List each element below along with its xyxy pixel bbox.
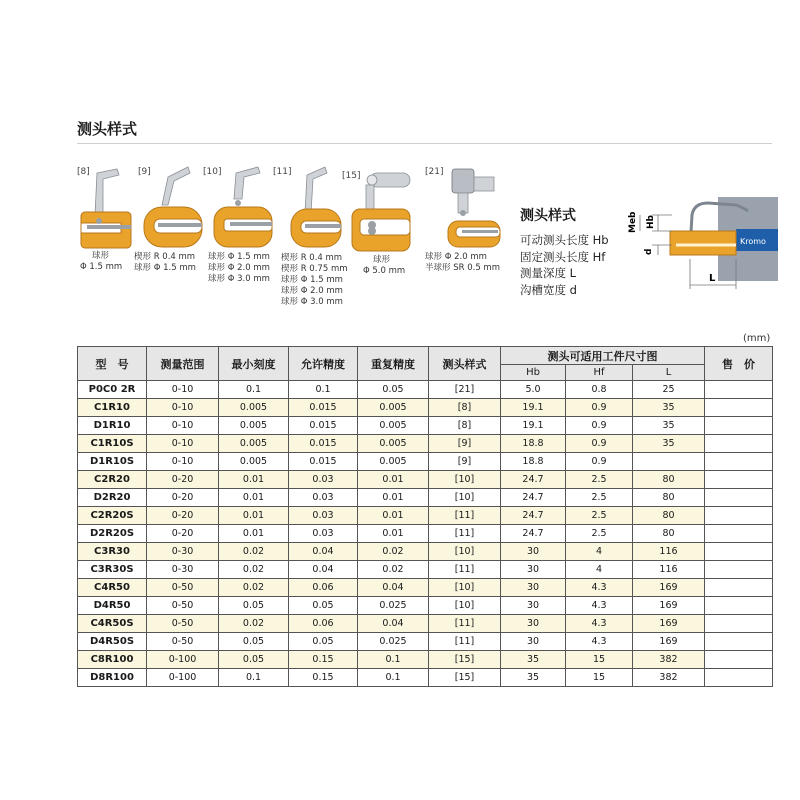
hb-cell: 18.8 xyxy=(501,435,566,453)
price-cell xyxy=(705,615,773,633)
probe-caption: Φ 5.0 mm xyxy=(363,266,406,276)
repeatability-cell: 0.025 xyxy=(358,633,429,651)
price-cell xyxy=(705,525,773,543)
table-row xyxy=(78,597,773,615)
table-row xyxy=(78,525,773,543)
accuracy-cell: 0.05 xyxy=(289,633,358,651)
repeatability-cell: 0.01 xyxy=(358,471,429,489)
accuracy-cell: 0.04 xyxy=(289,561,358,579)
range-cell: 0-10 xyxy=(147,381,219,399)
legend-title: 测头样式 xyxy=(520,208,576,224)
min-scale-cell: 0.02 xyxy=(219,543,289,561)
probe-caption: 球形 xyxy=(92,251,110,261)
probe-caption: 球形 Φ 1.5 mm xyxy=(281,275,343,285)
price-cell xyxy=(705,579,773,597)
model-cell: P0C0 2R xyxy=(78,381,147,399)
section-title: 测头样式 xyxy=(77,120,138,138)
price-cell xyxy=(705,561,773,579)
min-scale-cell: 0.05 xyxy=(219,651,289,669)
probe-caption: 半球形 SR 0.5 mm xyxy=(425,263,500,273)
range-cell: 0-10 xyxy=(147,417,219,435)
accuracy-cell: 0.015 xyxy=(289,435,358,453)
accuracy-cell: 0.1 xyxy=(289,381,358,399)
price-cell xyxy=(705,669,773,687)
hb-cell: 19.1 xyxy=(501,417,566,435)
l-cell: 80 xyxy=(633,489,705,507)
accuracy-cell: 0.03 xyxy=(289,471,358,489)
probe-style-cell: [21] xyxy=(429,381,501,399)
model-cell: C3R30 xyxy=(78,543,147,561)
accuracy-cell: 0.06 xyxy=(289,615,358,633)
l-cell: 35 xyxy=(633,435,705,453)
unit-label: (mm) xyxy=(743,333,771,344)
probe-number: [21] xyxy=(425,167,444,177)
ball-probe-icon xyxy=(75,165,135,250)
hf-cell: 2.5 xyxy=(566,507,633,525)
hb-cell: 24.7 xyxy=(501,507,566,525)
accuracy-cell: 0.15 xyxy=(289,651,358,669)
header-range: 测量范围 xyxy=(147,347,219,381)
hb-cell: 30 xyxy=(501,633,566,651)
header-min-scale: 最小刻度 xyxy=(219,347,289,381)
accuracy-cell: 0.05 xyxy=(289,597,358,615)
header-price: 售 价 xyxy=(705,347,773,381)
header-model: 型 号 xyxy=(78,347,147,381)
spec-table xyxy=(77,346,773,687)
table-row xyxy=(78,669,773,687)
repeatability-cell: 0.1 xyxy=(358,669,429,687)
probe-caption: 球形 Φ 2.0 mm xyxy=(281,286,343,296)
repeatability-cell: 0.1 xyxy=(358,651,429,669)
d-label: d xyxy=(644,248,654,255)
header-probe-style: 测头样式 xyxy=(429,347,501,381)
hb-cell: 30 xyxy=(501,543,566,561)
hf-cell: 2.5 xyxy=(566,471,633,489)
hf-cell: 4.3 xyxy=(566,615,633,633)
model-cell: D8R100 xyxy=(78,669,147,687)
table-row xyxy=(78,453,773,471)
repeatability-cell: 0.01 xyxy=(358,507,429,525)
table-row xyxy=(78,381,773,399)
legend-line-d: 沟槽宽度 d xyxy=(520,283,577,297)
accuracy-cell: 0.03 xyxy=(289,489,358,507)
price-cell xyxy=(705,381,773,399)
table-row xyxy=(78,507,773,525)
l-cell xyxy=(633,453,705,471)
repeatability-cell: 0.005 xyxy=(358,453,429,471)
price-cell xyxy=(705,399,773,417)
hb-cell: 35 xyxy=(501,669,566,687)
hf-cell: 4.3 xyxy=(566,579,633,597)
probe-style-cell: [10] xyxy=(429,597,501,615)
hf-cell: 0.9 xyxy=(566,453,633,471)
accuracy-cell: 0.015 xyxy=(289,453,358,471)
min-scale-cell: 0.01 xyxy=(219,489,289,507)
hf-cell: 2.5 xyxy=(566,489,633,507)
accuracy-cell: 0.015 xyxy=(289,399,358,417)
dimension-diagram xyxy=(618,193,778,305)
probe-caption: 球形 Φ 2.0 mm xyxy=(425,252,487,262)
l-cell: 116 xyxy=(633,561,705,579)
probe-caption: 球形 xyxy=(373,255,391,265)
hb-cell: 30 xyxy=(501,615,566,633)
hf-cell: 2.5 xyxy=(566,525,633,543)
model-cell: D2R20 xyxy=(78,489,147,507)
hf-cell: 4 xyxy=(566,561,633,579)
probe-15-figure xyxy=(340,165,420,285)
probe-9-figure xyxy=(136,165,211,285)
hb-cell: 30 xyxy=(501,561,566,579)
model-cell: C4R50S xyxy=(78,615,147,633)
model-cell: C1R10S xyxy=(78,435,147,453)
hb-cell: 24.7 xyxy=(501,489,566,507)
legend-line-hb: 可动测头长度 Hb xyxy=(520,233,609,247)
l-label: L xyxy=(709,273,716,284)
hf-cell: 15 xyxy=(566,669,633,687)
table-row xyxy=(78,399,773,417)
l-cell: 169 xyxy=(633,633,705,651)
header-l: L xyxy=(633,365,705,381)
probe-number: [10] xyxy=(203,167,222,177)
repeatability-cell: 0.01 xyxy=(358,525,429,543)
model-cell: D4R50S xyxy=(78,633,147,651)
probe-style-cell: [11] xyxy=(429,633,501,651)
hb-label: Hb xyxy=(646,215,656,229)
l-cell: 169 xyxy=(633,579,705,597)
probe-8-figure xyxy=(75,165,135,285)
probe-style-cell: [10] xyxy=(429,489,501,507)
min-scale-cell: 0.005 xyxy=(219,399,289,417)
range-cell: 0-20 xyxy=(147,525,219,543)
model-cell: C3R30S xyxy=(78,561,147,579)
min-scale-cell: 0.01 xyxy=(219,471,289,489)
title-divider xyxy=(77,143,772,144)
hb-cell: 35 xyxy=(501,651,566,669)
min-scale-cell: 0.02 xyxy=(219,615,289,633)
header-repeatability: 重复精度 xyxy=(358,347,429,381)
price-cell xyxy=(705,417,773,435)
accuracy-cell: 0.06 xyxy=(289,579,358,597)
accuracy-cell: 0.03 xyxy=(289,507,358,525)
hemisphere-probe-icon xyxy=(438,165,513,250)
model-cell: C2R20S xyxy=(78,507,147,525)
probe-number: [9] xyxy=(138,167,151,177)
probe-caption: 球形 Φ 2.0 mm xyxy=(208,263,270,273)
l-cell: 169 xyxy=(633,597,705,615)
price-cell xyxy=(705,633,773,651)
probe-style-cell: [9] xyxy=(429,435,501,453)
range-cell: 0-50 xyxy=(147,615,219,633)
model-cell: D1R10 xyxy=(78,417,147,435)
probe-caption: 楔形 R 0.75 mm xyxy=(281,264,348,274)
probe-caption: 球形 Φ 1.5 mm xyxy=(134,263,196,273)
range-cell: 0-100 xyxy=(147,651,219,669)
probe-21-figure xyxy=(420,165,515,285)
hf-cell: 0.9 xyxy=(566,435,633,453)
min-scale-cell: 0.02 xyxy=(219,561,289,579)
hf-cell: 0.9 xyxy=(566,417,633,435)
probe-style-cell: [10] xyxy=(429,579,501,597)
header-accuracy: 允许精度 xyxy=(289,347,358,381)
table-row xyxy=(78,543,773,561)
table-row xyxy=(78,471,773,489)
repeatability-cell: 0.04 xyxy=(358,579,429,597)
min-scale-cell: 0.02 xyxy=(219,579,289,597)
header-hf: Hf xyxy=(566,365,633,381)
header-hb: Hb xyxy=(501,365,566,381)
model-cell: C2R20 xyxy=(78,471,147,489)
probe-style-cell: [15] xyxy=(429,651,501,669)
l-cell: 80 xyxy=(633,525,705,543)
table-row xyxy=(78,633,773,651)
probe-caption: Φ 1.5 mm xyxy=(80,262,123,272)
price-cell xyxy=(705,543,773,561)
meb-label: Meb xyxy=(628,211,638,233)
table-row xyxy=(78,561,773,579)
hb-cell: 18.8 xyxy=(501,453,566,471)
probe-caption: 球形 Φ 3.0 mm xyxy=(281,297,343,307)
repeatability-cell: 0.005 xyxy=(358,417,429,435)
price-cell xyxy=(705,597,773,615)
range-cell: 0-10 xyxy=(147,453,219,471)
large-ball-probe-icon xyxy=(348,165,423,253)
probe-style-cell: [8] xyxy=(429,417,501,435)
repeatability-cell: 0.005 xyxy=(358,435,429,453)
ball-probe-icon xyxy=(210,165,280,250)
min-scale-cell: 0.05 xyxy=(219,597,289,615)
probe-10-figure xyxy=(205,165,280,295)
range-cell: 0-100 xyxy=(147,669,219,687)
table-row xyxy=(78,651,773,669)
probe-caption: 楔形 R 0.4 mm xyxy=(134,252,196,262)
min-scale-cell: 0.01 xyxy=(219,525,289,543)
l-cell: 35 xyxy=(633,417,705,435)
hb-cell: 19.1 xyxy=(501,399,566,417)
header-workpiece: 测头可适用工件尺寸图 xyxy=(501,347,705,365)
range-cell: 0-10 xyxy=(147,435,219,453)
l-cell: 35 xyxy=(633,399,705,417)
table-row xyxy=(78,579,773,597)
l-cell: 382 xyxy=(633,651,705,669)
min-scale-cell: 0.005 xyxy=(219,453,289,471)
l-cell: 80 xyxy=(633,507,705,525)
model-cell: D1R10S xyxy=(78,453,147,471)
probe-style-cell: [11] xyxy=(429,561,501,579)
range-cell: 0-30 xyxy=(147,543,219,561)
range-cell: 0-30 xyxy=(147,561,219,579)
min-scale-cell: 0.1 xyxy=(219,381,289,399)
l-cell: 25 xyxy=(633,381,705,399)
probe-style-cell: [8] xyxy=(429,399,501,417)
price-cell xyxy=(705,507,773,525)
probe-style-cell: [11] xyxy=(429,615,501,633)
min-scale-cell: 0.01 xyxy=(219,507,289,525)
probe-style-cell: [10] xyxy=(429,543,501,561)
table-row xyxy=(78,615,773,633)
table-row xyxy=(78,417,773,435)
probe-caption: 楔形 R 0.4 mm xyxy=(281,253,343,263)
range-cell: 0-50 xyxy=(147,597,219,615)
probe-number: [15] xyxy=(342,171,361,181)
hf-cell: 0.9 xyxy=(566,399,633,417)
probe-caption: 球形 Φ 3.0 mm xyxy=(208,274,270,284)
range-cell: 0-20 xyxy=(147,471,219,489)
min-scale-cell: 0.005 xyxy=(219,435,289,453)
min-scale-cell: 0.005 xyxy=(219,417,289,435)
model-cell: D2R20S xyxy=(78,525,147,543)
price-cell xyxy=(705,435,773,453)
repeatability-cell: 0.005 xyxy=(358,399,429,417)
repeatability-cell: 0.05 xyxy=(358,381,429,399)
hf-cell: 4 xyxy=(566,543,633,561)
repeatability-cell: 0.02 xyxy=(358,543,429,561)
accuracy-cell: 0.15 xyxy=(289,669,358,687)
model-cell: D4R50 xyxy=(78,597,147,615)
l-cell: 169 xyxy=(633,615,705,633)
l-cell: 116 xyxy=(633,543,705,561)
hf-cell: 4.3 xyxy=(566,597,633,615)
hb-cell: 30 xyxy=(501,597,566,615)
spec-table-body xyxy=(78,381,773,687)
range-cell: 0-50 xyxy=(147,579,219,597)
table-row xyxy=(78,435,773,453)
repeatability-cell: 0.025 xyxy=(358,597,429,615)
probe-style-cell: [11] xyxy=(429,507,501,525)
legend-line-hf: 固定测头长度 Hf xyxy=(520,250,606,264)
accuracy-cell: 0.03 xyxy=(289,525,358,543)
hb-cell: 24.7 xyxy=(501,471,566,489)
probe-style-cell: [11] xyxy=(429,525,501,543)
price-cell xyxy=(705,471,773,489)
accuracy-cell: 0.015 xyxy=(289,417,358,435)
repeatability-cell: 0.02 xyxy=(358,561,429,579)
model-cell: C4R50 xyxy=(78,579,147,597)
price-cell xyxy=(705,651,773,669)
probe-style-cell: [10] xyxy=(429,471,501,489)
hf-cell: 4.3 xyxy=(566,633,633,651)
legend-line-l: 测量深度 L xyxy=(520,266,577,280)
probe-caption: 球形 Φ 1.5 mm xyxy=(208,252,270,262)
hf-cell: 0.8 xyxy=(566,381,633,399)
price-cell xyxy=(705,489,773,507)
min-scale-cell: 0.05 xyxy=(219,633,289,651)
l-cell: 382 xyxy=(633,669,705,687)
table-row xyxy=(78,489,773,507)
price-cell xyxy=(705,453,773,471)
repeatability-cell: 0.04 xyxy=(358,615,429,633)
model-cell: C1R10 xyxy=(78,399,147,417)
hb-cell: 24.7 xyxy=(501,525,566,543)
range-cell: 0-50 xyxy=(147,633,219,651)
hb-cell: 5.0 xyxy=(501,381,566,399)
probe-number: [8] xyxy=(77,167,90,177)
probe-style-cell: [9] xyxy=(429,453,501,471)
range-cell: 0-20 xyxy=(147,507,219,525)
model-cell: C8R100 xyxy=(78,651,147,669)
range-cell: 0-10 xyxy=(147,399,219,417)
hf-cell: 15 xyxy=(566,651,633,669)
min-scale-cell: 0.1 xyxy=(219,669,289,687)
hb-cell: 30 xyxy=(501,579,566,597)
probe-style-cell: [15] xyxy=(429,669,501,687)
accuracy-cell: 0.04 xyxy=(289,543,358,561)
brand-label: Kromo xyxy=(740,237,766,246)
probe-number: [11] xyxy=(273,167,292,177)
wedge-probe-icon xyxy=(138,165,208,250)
l-cell: 80 xyxy=(633,471,705,489)
repeatability-cell: 0.01 xyxy=(358,489,429,507)
range-cell: 0-20 xyxy=(147,489,219,507)
